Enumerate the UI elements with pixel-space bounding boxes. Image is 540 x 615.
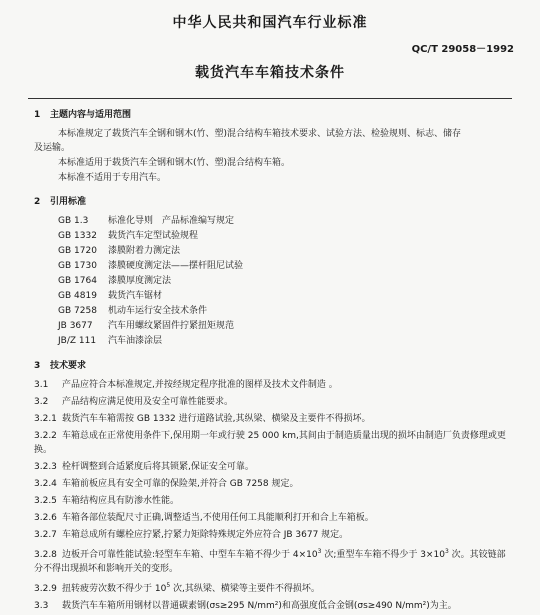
- clause-cut-off: [34, 599, 514, 609]
- document-body: [34, 106, 514, 612]
- clause-number: 3.2: [34, 397, 49, 407]
- clause-text: 车箱结构应具有防渗水性能。: [62, 496, 180, 506]
- clause-number: 3.2.1: [34, 414, 57, 424]
- clause-number: 3.2.2: [34, 431, 57, 441]
- reference-code: GB 1764: [58, 276, 97, 286]
- reference-name: 载货汽车定型试验规程: [108, 231, 199, 241]
- document-title: 载货汽车车箱技术条件: [195, 65, 345, 81]
- reference-code: GB 1720: [58, 246, 97, 256]
- section-title: 引用标准: [50, 197, 87, 207]
- clause-text: 车箱总成所有螺栓应拧紧,拧紧力矩除特殊规定外应符合 JB 3677 规定。: [62, 530, 349, 540]
- clause: [34, 494, 514, 508]
- paragraph: 本标准不适用于专用汽车。: [58, 173, 167, 183]
- reference-name: 漆膜厚度测定法: [108, 276, 172, 286]
- reference-code: GB 1730: [58, 261, 97, 271]
- clause: [34, 412, 514, 426]
- reference-item: [58, 289, 514, 304]
- clause-text-b: 次;重型车车箱不得少于 3×10: [321, 550, 445, 560]
- clause-number: 3.2.6: [34, 513, 57, 523]
- clause-text-a: 扭转疲劳次数不得少于 10: [62, 584, 167, 594]
- reference-item: [58, 259, 514, 274]
- section-1-heading: [34, 108, 514, 122]
- clause-text-a: 边板开合可靠性能试验:轻型车车箱、中型车车箱不得少于 4×10: [62, 550, 318, 560]
- reference-name: 汽车油漆涂层: [108, 336, 163, 346]
- clause: [34, 429, 514, 457]
- clause-text: 载货汽车车箱需按 GB 1332 进行道路试验,其纵梁、横梁及主要件不得损坏。: [62, 414, 371, 424]
- section-number: 2: [34, 197, 41, 207]
- section-number: 3: [34, 361, 41, 371]
- reference-code: JB/Z 111: [58, 336, 97, 346]
- reference-name: 载货汽车锯材: [108, 291, 163, 301]
- section-title: 主题内容与适用范围: [50, 110, 132, 120]
- paragraph: 本标准规定了载货汽车全钢和钢木(竹、塑)混合结构车箱技术要求、试验方法、检验规则、标志、储存: [58, 129, 462, 139]
- header-rule: [28, 98, 512, 99]
- reference-name: 机动车运行安全技术条件: [108, 306, 208, 316]
- superscript: 3: [317, 548, 322, 555]
- clause-text: 产品应符合本标准规定,并按经规定程序批准的图样及技术文件制造 。: [62, 380, 338, 390]
- clause-text: 载货汽车车箱所用钢材以普通碳素钢(σs≥295 N/mm²)和高强度低合金钢(σs≥490 N/mm²)为主。: [62, 601, 457, 609]
- clause: [34, 579, 514, 596]
- clause-text: 车箱总成在正常使用条件下,保用期一年或行驶 25 000 km,其间由于制造质量出现的损坏由制造厂负责修理或更换。: [34, 431, 506, 455]
- clause: [34, 395, 514, 409]
- reference-item: [58, 274, 514, 289]
- standard-name: 中华人民共和国汽车行业标准: [172, 15, 368, 31]
- clause-number: 3.2.8: [34, 550, 57, 560]
- paragraph: 本标准适用于载货汽车全钢和钢木(竹、塑)混合结构车箱。: [58, 158, 291, 168]
- reference-item: [58, 334, 514, 349]
- clause: [34, 545, 514, 576]
- section-3-heading: [34, 359, 514, 373]
- reference-code: GB 1332: [58, 231, 97, 241]
- section-2-heading: [34, 195, 514, 209]
- reference-code: GB 4819: [58, 291, 97, 301]
- clause-number: 3.2.7: [34, 530, 57, 540]
- clause-number: 3.2.4: [34, 479, 57, 489]
- reference-item: [58, 229, 514, 244]
- reference-name: 漆膜硬度测定法——摆杆阻尼试验: [108, 261, 244, 271]
- superscript: 3: [444, 548, 449, 555]
- clause-number: 3.3: [34, 601, 49, 609]
- standard-code: QC/T 29058－1992: [411, 44, 514, 55]
- reference-name: 汽车用螺纹紧固件拧紧扭矩规范: [108, 321, 235, 331]
- clause-text: 产品结构应满足使用及安全可靠性能要求。: [62, 397, 234, 407]
- clause-number: 3.2.3: [34, 462, 57, 472]
- clause-text: 车箱各部位装配尺寸正确,调整适当,不使用任何工具能顺利打开和合上车箱板。: [62, 513, 374, 523]
- clause-number: 3.2.9: [34, 584, 57, 594]
- superscript: 5: [166, 582, 171, 589]
- clause-text-b: 次,其纵梁、横梁等主要件不得损坏。: [170, 584, 320, 594]
- clause-text: 栓杆调整到合适紧度后将其锁紧,保证安全可靠。: [62, 462, 254, 472]
- reference-code: JB 3677: [58, 321, 93, 331]
- clause-text: 车箱前板应具有安全可靠的保险架,并符合 GB 7258 规定。: [62, 479, 299, 489]
- reference-code: GB 1.3: [58, 216, 89, 226]
- reference-item: [58, 244, 514, 259]
- section-number: 1: [34, 110, 41, 120]
- clause: [34, 460, 514, 474]
- clause-number: 3.1: [34, 380, 49, 390]
- clause: [34, 378, 514, 392]
- clause: [34, 477, 514, 491]
- reference-item: [58, 319, 514, 334]
- clause-number: 3.2.5: [34, 496, 57, 506]
- reference-name: 漆膜附着力测定法: [108, 246, 181, 256]
- paragraph-continuation: 及运输。: [34, 143, 71, 153]
- clause: [34, 528, 514, 542]
- reference-item: [58, 214, 514, 229]
- clause-text-c: 次。其铰链部分不得出现损坏和影响开关的变形。: [34, 550, 506, 574]
- reference-list: [58, 214, 514, 349]
- clause: [34, 511, 514, 525]
- reference-item: [58, 304, 514, 319]
- reference-code: GB 7258: [58, 306, 97, 316]
- reference-name: 标准化导则 产品标准编写规定: [108, 216, 235, 226]
- section-title: 技术要求: [50, 361, 87, 371]
